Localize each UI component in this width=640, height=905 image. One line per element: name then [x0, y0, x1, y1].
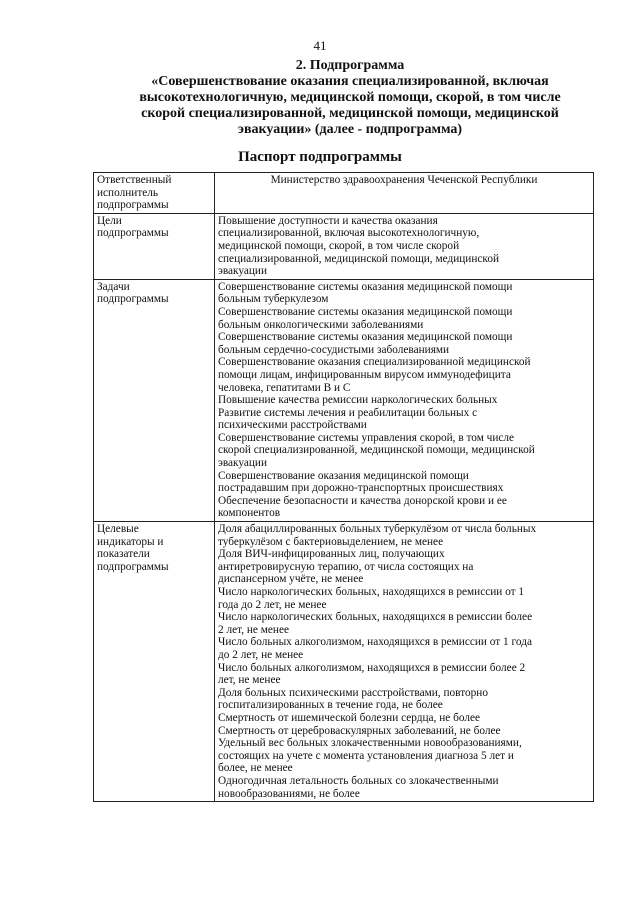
row-value-cell: [215, 279, 594, 521]
row-value-line: туберкулёзом с бактериовыделением, не менее: [218, 535, 444, 548]
passport-table: [93, 172, 594, 802]
row-value-line: до 2 лет, не менее: [218, 648, 304, 661]
row-value-line: специализированной, медицинской помощи, медицинской: [218, 252, 500, 265]
row-value-line: более, не менее: [218, 762, 293, 775]
row-value-line: Доля больных психическими расстройствами, повторно: [218, 686, 488, 699]
row-value-line: Совершенствование оказания специализированной медицинской: [218, 356, 531, 369]
row-value-line: эвакуации: [218, 265, 268, 278]
row-value-line: скорой специализированной, медицинской помощи, медицинской: [218, 444, 535, 457]
table-row: [94, 213, 594, 279]
heading-title-line: эвакуации» (далее - подпрограмма): [237, 122, 463, 137]
row-value-line: года до 2 лет, не менее: [218, 598, 327, 611]
row-value-line: 2 лет, не менее: [218, 623, 289, 636]
row-value-line: пострадавшим при дорожно-транспортных происшествиях: [218, 482, 504, 495]
row-value-line: Совершенствование системы управления скорой, в том числе: [218, 431, 515, 444]
row-value-line: состоящих на учете с момента установления диагноза 5 лет и: [218, 749, 514, 762]
row-value-line: диспансерном учёте, не менее: [218, 573, 364, 586]
row-value-line: лет, не менее: [218, 674, 281, 687]
row-value-line: Совершенствование системы оказания медицинской помощи: [218, 305, 513, 318]
row-label-line: подпрограммы: [97, 199, 169, 212]
row-label-cell: [94, 213, 215, 279]
row-label-line: Цели: [97, 214, 122, 227]
heading-title-line: скорой специализированной, медицинской помощи, медицинской: [141, 106, 559, 121]
row-label-cell: [94, 279, 215, 521]
row-value-line: Министерство здравоохранения Чеченской Республики: [270, 174, 538, 186]
table-row: [94, 279, 594, 521]
row-value-line: госпитализированных в течение года, не более: [218, 699, 443, 712]
row-value-cell: [215, 173, 594, 214]
row-label-line: подпрограммы: [97, 293, 169, 306]
row-value-line: Совершенствование системы оказания медицинской помощи: [218, 280, 513, 293]
row-value-line: Развитие системы лечения и реабилитации больных с: [218, 406, 478, 419]
row-value-line: Удельный вес больных злокачественными новообразованиями,: [218, 737, 522, 750]
table-row: [94, 522, 594, 802]
row-label-line: подпрограммы: [97, 560, 169, 573]
row-label-line: подпрограммы: [97, 227, 169, 240]
row-value-line: медицинской помощи, скорой, в том числе скорой: [218, 239, 460, 252]
row-value-line: антиретровирусную терапию, от числа состоящих на: [218, 560, 474, 573]
row-value-line: больным онкологическими заболеваниями: [218, 318, 424, 331]
row-value-line: Число больных алкоголизмом, находящихся в ремиссии более 2: [218, 661, 526, 674]
heading-title-line: «Совершенствование оказания специализированной, включая: [151, 74, 549, 89]
row-value-line: Смертность от ишемической болезни сердца, не более: [218, 711, 481, 724]
row-value-line: больным туберкулезом: [218, 293, 329, 306]
row-value-cell: [215, 213, 594, 279]
row-value-line: Число наркологических больных, находящихся в ремиссии от 1: [218, 586, 525, 598]
row-value-line: Совершенствование системы оказания медицинской помощи: [218, 331, 513, 344]
row-value-line: Одногодичная летальность больных со злокачественными: [218, 774, 499, 787]
row-value-line: Число больных алкоголизмом, находящихся в ремиссии от 1 года: [218, 636, 532, 649]
subprogram-label: 2. Подпрограмма: [295, 58, 405, 73]
row-value-line: эвакуации: [218, 457, 268, 470]
heading-title-line: высокотехнологичную, медицинской помощи, скорой, в том числе: [139, 90, 561, 105]
row-value-line: психическими расстройствами: [218, 419, 367, 432]
table-row: [94, 173, 594, 214]
row-value-line: Повышение доступности и качества оказания: [218, 214, 438, 227]
row-label-line: Задачи: [97, 280, 130, 293]
row-label-line: показатели: [97, 548, 150, 561]
row-value-line: Смертность от цереброваскулярных заболеваний, не более: [218, 724, 501, 737]
row-value-line: новообразованиями, не более: [218, 787, 360, 800]
row-value-line: компонентов: [218, 507, 281, 520]
row-value-line: Повышение качества ремиссии наркологических больных: [218, 394, 498, 407]
row-value-line: специализированной, включая высокотехнологичную,: [218, 227, 480, 240]
row-value-line: человека, гепатитами В и С: [218, 381, 351, 394]
subprogram-heading: [90, 58, 610, 138]
row-label-cell: [94, 522, 215, 802]
row-value-line: помощи лицам, инфицированным вирусом иммунодефицита: [218, 368, 511, 381]
row-value-line: Совершенствование оказания медицинской помощи: [218, 469, 469, 482]
row-value-line: Число наркологических больных, находящихся в ремиссии более: [218, 611, 533, 624]
row-label-cell: [94, 173, 215, 214]
passport-title: Паспорт подпрограммы: [238, 149, 402, 165]
row-value-line: Доля абациллированных больных туберкулёзом от числа больных: [218, 523, 537, 536]
row-value-line: Обеспечение безопасности и качества донорской крови и ее: [218, 494, 507, 507]
row-label-line: исполнитель: [97, 186, 159, 199]
row-label-line: Целевые: [97, 523, 139, 536]
passport-table-body: [94, 173, 594, 802]
page-number: 41: [313, 38, 327, 53]
row-label-line: индикаторы и: [97, 535, 164, 548]
row-value-line: Доля ВИЧ-инфицированных лиц, получающих: [218, 548, 445, 561]
row-value-cell: [215, 522, 594, 802]
row-label-line: Ответственный: [97, 174, 172, 186]
row-value-line: больным сердечно-сосудистыми заболеваниями: [218, 343, 450, 356]
